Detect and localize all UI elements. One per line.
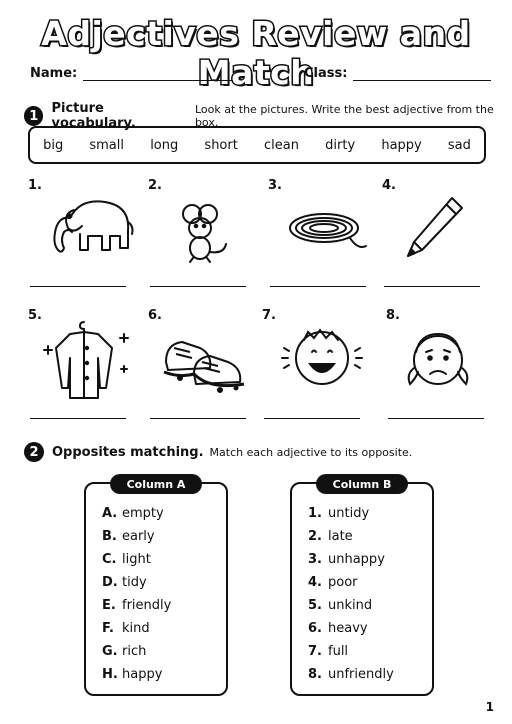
- class-label: Class:: [304, 66, 348, 81]
- list-item[interactable]: 1. untidy: [308, 506, 370, 521]
- answer-line-1[interactable]: [30, 286, 126, 287]
- column-a-list: [102, 502, 171, 686]
- section-2-instruction: Match each adjective to its opposite.: [209, 445, 413, 459]
- list-item[interactable]: H. happy: [102, 667, 163, 682]
- rope-icon: [280, 188, 370, 268]
- list-item[interactable]: 3. unhappy: [308, 552, 385, 567]
- column-b-box: [290, 477, 434, 696]
- mouse-icon: [160, 188, 240, 268]
- column-a-box: [84, 477, 228, 696]
- word-box-item: small: [89, 137, 125, 153]
- name-field[interactable]: [30, 66, 233, 81]
- picture-8: [386, 308, 486, 428]
- word-box-item: short: [204, 137, 238, 153]
- section-2-header: [24, 442, 412, 462]
- picture-number: 6.: [148, 308, 162, 323]
- student-info-row: [30, 66, 486, 86]
- picture-number: 4.: [382, 178, 396, 193]
- picture-3: [268, 178, 368, 298]
- list-item[interactable]: 5. unkind: [308, 598, 373, 613]
- list-item[interactable]: G. rich: [102, 644, 147, 659]
- word-box: [28, 126, 486, 164]
- section-1-badge: 1: [24, 106, 43, 126]
- answer-line-3[interactable]: [270, 286, 366, 287]
- column-b-header: Column B: [316, 474, 408, 494]
- answer-line-7[interactable]: [264, 418, 360, 419]
- picture-6: [148, 308, 248, 428]
- picture-number: 2.: [148, 178, 162, 193]
- word-box-item: happy: [381, 137, 422, 153]
- page-number: 1: [485, 700, 494, 714]
- section-2-badge: 2: [24, 442, 44, 462]
- list-item[interactable]: 8. unfriendly: [308, 667, 394, 682]
- picture-number: 5.: [28, 308, 42, 323]
- word-box-item: dirty: [325, 137, 356, 153]
- column-b-list: [308, 502, 394, 686]
- list-item[interactable]: 4. poor: [308, 575, 358, 590]
- name-label: Name:: [30, 66, 78, 81]
- shirt-icon: [40, 318, 136, 402]
- column-a-header: Column A: [110, 474, 202, 494]
- answer-line-4[interactable]: [384, 286, 480, 287]
- list-item[interactable]: 2. late: [308, 529, 353, 544]
- picture-number: 8.: [386, 308, 400, 323]
- class-field[interactable]: [304, 66, 491, 81]
- list-item[interactable]: 7. full: [308, 644, 349, 659]
- class-line[interactable]: [353, 66, 491, 81]
- list-item[interactable]: F. kind: [102, 621, 150, 636]
- picture-7: [262, 308, 362, 428]
- list-item[interactable]: A. empty: [102, 506, 164, 521]
- answer-line-2[interactable]: [150, 286, 246, 287]
- picture-4: [382, 178, 482, 298]
- word-box-item: big: [43, 137, 64, 153]
- answer-line-6[interactable]: [150, 418, 246, 419]
- elephant-icon: [40, 188, 136, 268]
- word-box-item: sad: [447, 137, 471, 153]
- picture-number: 3.: [268, 178, 282, 193]
- word-box-item: clean: [264, 137, 299, 153]
- picture-number: 1.: [28, 178, 42, 193]
- answer-line-8[interactable]: [388, 418, 484, 419]
- happy-face-icon: [274, 318, 370, 398]
- picture-number: 7.: [262, 308, 276, 323]
- pencil-icon: [394, 188, 474, 268]
- list-item[interactable]: E. friendly: [102, 598, 172, 613]
- section-1-instruction: Look at the pictures. Write the best adjective from the box.: [194, 103, 494, 129]
- section-2-title: Opposites matching.: [52, 444, 204, 460]
- name-line[interactable]: [83, 66, 233, 81]
- list-item[interactable]: B. early: [102, 529, 155, 544]
- picture-5: [28, 308, 128, 428]
- sad-face-icon: [398, 318, 478, 398]
- list-item[interactable]: D. tidy: [102, 575, 147, 590]
- list-item[interactable]: C. light: [102, 552, 151, 567]
- word-box-item: long: [150, 137, 179, 153]
- picture-2: [148, 178, 248, 298]
- picture-1: [28, 178, 128, 298]
- muddy-shoes-icon: [160, 318, 250, 398]
- page-title: Adjectives Review and Match: [41, 14, 471, 92]
- answer-line-5[interactable]: [30, 418, 126, 419]
- list-item[interactable]: 6. heavy: [308, 621, 368, 636]
- section-1-title: Picture vocabulary.: [51, 101, 136, 131]
